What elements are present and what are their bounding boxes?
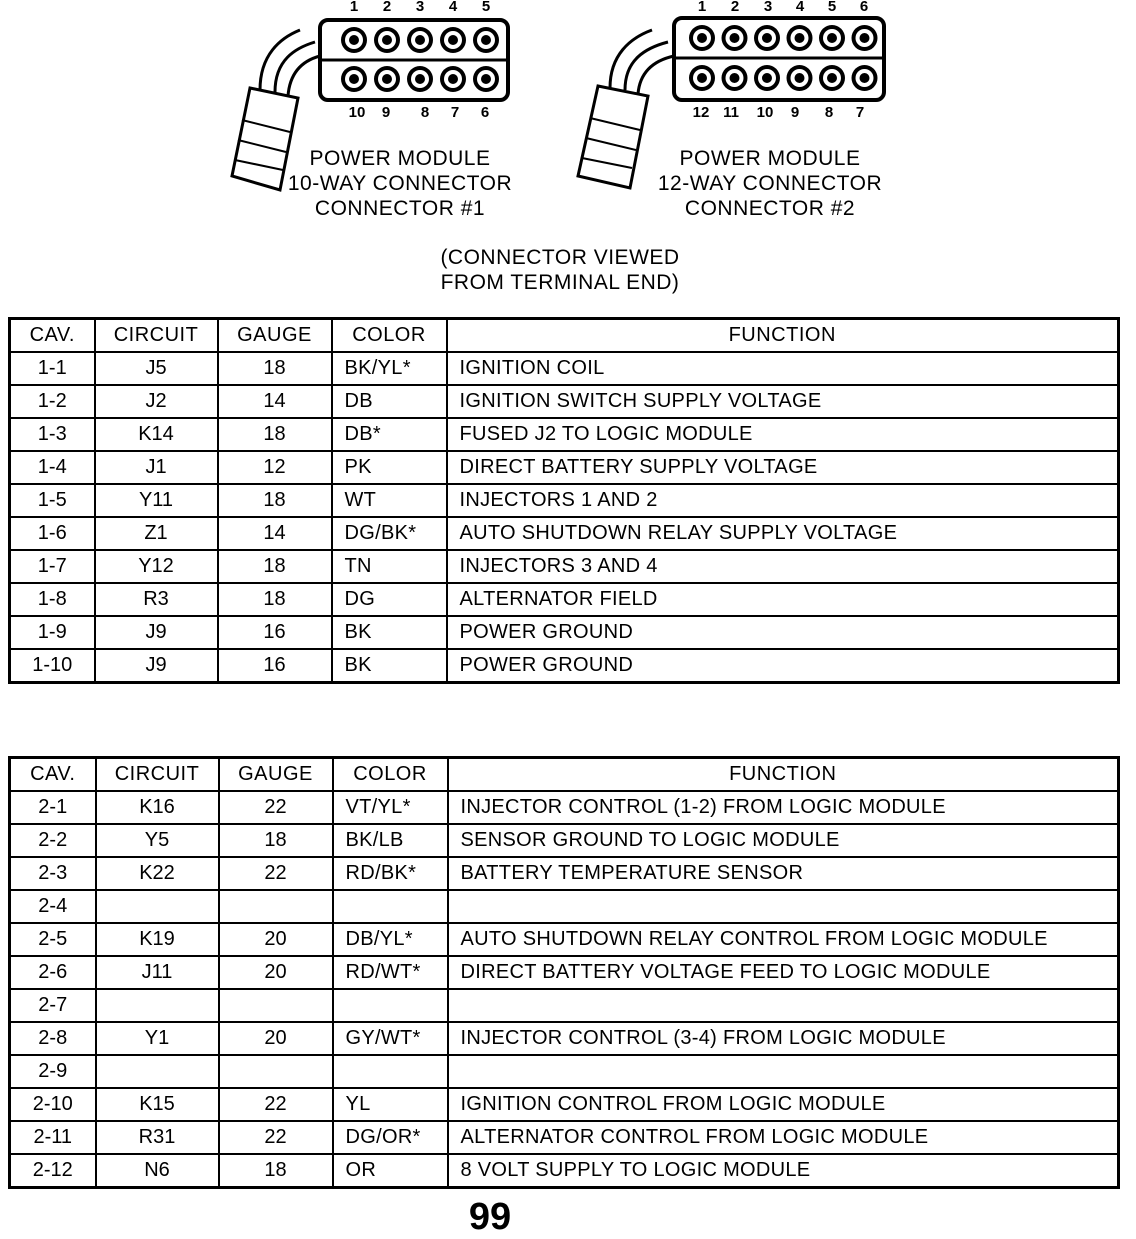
cell-circuit: J5: [95, 352, 218, 385]
cell-gauge: 18: [218, 484, 332, 517]
connector-1-pinout-table: [8, 317, 1120, 684]
pin-cavity: [827, 73, 837, 83]
cell-cav: 1-1: [10, 352, 95, 385]
cell-function: IGNITION SWITCH SUPPLY VOLTAGE: [447, 385, 1119, 418]
pin-number: 2: [382, 0, 392, 15]
cell-color: RD/BK*: [333, 857, 448, 890]
cell-circuit: J1: [95, 451, 218, 484]
cell-gauge: 18: [218, 550, 332, 583]
cell-gauge: 18: [218, 418, 332, 451]
cell-cav: 1-5: [10, 484, 95, 517]
cell-function: INJECTORS 1 AND 2: [447, 484, 1119, 517]
cell-circuit: Y1: [96, 1022, 219, 1055]
cell-cav: 2-6: [10, 956, 96, 989]
cell-function: [448, 1055, 1119, 1088]
cell-function: INJECTORS 3 AND 4: [447, 550, 1119, 583]
connector-2-pinout-table: [8, 756, 1120, 1189]
pin-number: 6: [480, 104, 490, 121]
cell-color: RD/WT*: [333, 956, 448, 989]
table-row: [10, 385, 1119, 418]
cell-gauge: [219, 1055, 333, 1088]
pin-cavity: [860, 73, 870, 83]
cell-function: INJECTOR CONTROL (1-2) FROM LOGIC MODULE: [448, 791, 1119, 824]
cell-color: [333, 1055, 448, 1088]
cell-function: DIRECT BATTERY VOLTAGE FEED TO LOGIC MODULE: [448, 956, 1119, 989]
cell-gauge: 22: [219, 1088, 333, 1121]
cell-gauge: 12: [218, 451, 332, 484]
table-row: [10, 1022, 1119, 1055]
pin-cavity: [697, 33, 707, 43]
pin-number: 1: [697, 0, 707, 15]
pin-cavity: [730, 33, 740, 43]
table-row: [10, 923, 1119, 956]
cell-cav: 1-8: [10, 583, 95, 616]
cell-color: OR: [333, 1154, 448, 1188]
pin-number: 2: [730, 0, 740, 15]
table-row: [10, 649, 1119, 683]
cell-gauge: 18: [218, 352, 332, 385]
cell-function: FUSED J2 TO LOGIC MODULE: [447, 418, 1119, 451]
header-gauge: GAUGE: [219, 758, 333, 792]
table-row: [10, 956, 1119, 989]
cell-cav: 1-9: [10, 616, 95, 649]
pin-number: 11: [723, 104, 739, 121]
view-note-line: (CONNECTOR VIEWED: [440, 246, 680, 269]
cell-function: 8 VOLT SUPPLY TO LOGIC MODULE: [448, 1154, 1119, 1188]
cell-cav: 1-2: [10, 385, 95, 418]
table-row: [10, 989, 1119, 1022]
header-color: COLOR: [332, 319, 447, 353]
cell-cav: 2-5: [10, 923, 96, 956]
cell-cav: 2-2: [10, 824, 96, 857]
pin-cavity: [349, 35, 359, 45]
cell-color: WT: [332, 484, 447, 517]
pin-number: 8: [420, 104, 430, 121]
pin-cavity: [481, 74, 491, 84]
table-row: [10, 1154, 1119, 1188]
cell-circuit: [96, 890, 219, 923]
table-row: [10, 824, 1119, 857]
pin-cavity: [382, 74, 392, 84]
cell-function: IGNITION CONTROL FROM LOGIC MODULE: [448, 1088, 1119, 1121]
cell-function: [448, 989, 1119, 1022]
cell-color: BK: [332, 649, 447, 683]
pin-cavity: [730, 73, 740, 83]
pin-number: 10: [756, 104, 774, 121]
cell-gauge: [219, 989, 333, 1022]
pin-cavity: [349, 74, 359, 84]
label-line: CONNECTOR #1: [314, 197, 486, 220]
cell-function: ALTERNATOR CONTROL FROM LOGIC MODULE: [448, 1121, 1119, 1154]
cell-cav: 1-4: [10, 451, 95, 484]
cell-color: BK/LB: [333, 824, 448, 857]
connector-2-label: [640, 146, 900, 221]
cell-color: DG/OR*: [333, 1121, 448, 1154]
pin-cavity: [382, 35, 392, 45]
cell-gauge: 14: [218, 517, 332, 550]
cell-cav: 2-3: [10, 857, 96, 890]
cell-cav: 2-8: [10, 1022, 96, 1055]
table-row: [10, 791, 1119, 824]
cell-gauge: 22: [219, 791, 333, 824]
pin-number: 12: [692, 104, 710, 121]
cell-cav: 1-3: [10, 418, 95, 451]
pin-cavity: [795, 73, 805, 83]
cell-gauge: 18: [219, 824, 333, 857]
cell-circuit: Y5: [96, 824, 219, 857]
header-function: FUNCTION: [447, 319, 1119, 353]
cell-cav: 1-7: [10, 550, 95, 583]
page-number: 99: [468, 1196, 512, 1238]
cell-function: [448, 890, 1119, 923]
cell-function: INJECTOR CONTROL (3-4) FROM LOGIC MODULE: [448, 1022, 1119, 1055]
pin-number: 1: [349, 0, 359, 15]
table-row: [10, 1121, 1119, 1154]
table-row: [10, 418, 1119, 451]
table-row: [10, 583, 1119, 616]
label-line: 12-WAY CONNECTOR: [657, 172, 883, 195]
cell-circuit: K14: [95, 418, 218, 451]
cell-circuit: J9: [95, 616, 218, 649]
cell-cav: 2-12: [10, 1154, 96, 1188]
table-header-row: [10, 319, 1119, 353]
cell-gauge: 16: [218, 616, 332, 649]
pin-number: 7: [450, 104, 460, 121]
cell-color: BK: [332, 616, 447, 649]
pin-cavity: [415, 74, 425, 84]
table-row: [10, 616, 1119, 649]
header-circuit: CIRCUIT: [96, 758, 219, 792]
header-cav: CAV.: [10, 319, 95, 353]
pin-number: 4: [448, 0, 458, 15]
cell-circuit: K19: [96, 923, 219, 956]
cell-color: PK: [332, 451, 447, 484]
connector-1-label: [280, 146, 520, 221]
cell-circuit: J2: [95, 385, 218, 418]
header-gauge: GAUGE: [218, 319, 332, 353]
cell-color: BK/YL*: [332, 352, 447, 385]
pin-number: 9: [790, 104, 800, 121]
cell-function: POWER GROUND: [447, 649, 1119, 683]
cell-cav: 2-10: [10, 1088, 96, 1121]
label-line: POWER MODULE: [309, 147, 491, 170]
cell-color: YL: [333, 1088, 448, 1121]
cell-cav: 1-10: [10, 649, 95, 683]
cell-function: POWER GROUND: [447, 616, 1119, 649]
pin-number: 3: [415, 0, 425, 15]
label-line: 10-WAY CONNECTOR: [287, 172, 513, 195]
cell-gauge: 22: [219, 1121, 333, 1154]
cell-color: DB: [332, 385, 447, 418]
pin-number: 5: [481, 0, 491, 15]
pin-number: 10: [348, 104, 366, 121]
cell-gauge: 18: [218, 583, 332, 616]
pin-cavity: [762, 33, 772, 43]
cell-color: [333, 890, 448, 923]
cell-circuit: K16: [96, 791, 219, 824]
cell-circuit: [96, 989, 219, 1022]
connector-2-diagram: [570, 0, 910, 230]
pin-number: 3: [763, 0, 773, 15]
cell-function: ALTERNATOR FIELD: [447, 583, 1119, 616]
cell-color: DG/BK*: [332, 517, 447, 550]
table-row: [10, 451, 1119, 484]
cell-gauge: 22: [219, 857, 333, 890]
cell-gauge: 20: [219, 1022, 333, 1055]
cell-function: IGNITION COIL: [447, 352, 1119, 385]
pin-cavity: [860, 33, 870, 43]
cell-circuit: J9: [95, 649, 218, 683]
connector-1-diagram: [220, 0, 540, 230]
pin-cavity: [481, 35, 491, 45]
cell-color: TN: [332, 550, 447, 583]
view-note: [380, 245, 740, 295]
table-row: [10, 517, 1119, 550]
cell-cav: 2-11: [10, 1121, 96, 1154]
table-row: [10, 352, 1119, 385]
view-note-line: FROM TERMINAL END): [440, 271, 680, 294]
label-line: CONNECTOR #2: [684, 197, 856, 220]
cell-circuit: K22: [96, 857, 219, 890]
cell-color: GY/WT*: [333, 1022, 448, 1055]
cell-cav: 1-6: [10, 517, 95, 550]
cell-gauge: 16: [218, 649, 332, 683]
cell-color: VT/YL*: [333, 791, 448, 824]
cell-color: DG: [332, 583, 447, 616]
pin-cavity: [415, 35, 425, 45]
cell-color: DB*: [332, 418, 447, 451]
pin-number: 6: [859, 0, 869, 15]
cell-circuit: R3: [95, 583, 218, 616]
cell-gauge: 20: [219, 923, 333, 956]
cell-gauge: [219, 890, 333, 923]
pin-cavity: [448, 74, 458, 84]
cell-color: DB/YL*: [333, 923, 448, 956]
header-color: COLOR: [333, 758, 448, 792]
cell-gauge: 20: [219, 956, 333, 989]
cell-circuit: N6: [96, 1154, 219, 1188]
pin-number: 7: [855, 104, 865, 121]
cell-function: SENSOR GROUND TO LOGIC MODULE: [448, 824, 1119, 857]
table-row: [10, 550, 1119, 583]
label-line: POWER MODULE: [679, 147, 861, 170]
cell-circuit: K15: [96, 1088, 219, 1121]
pin-number: 8: [824, 104, 834, 121]
cell-gauge: 18: [219, 1154, 333, 1188]
cell-function: AUTO SHUTDOWN RELAY CONTROL FROM LOGIC MODULE: [448, 923, 1119, 956]
cell-circuit: R31: [96, 1121, 219, 1154]
cell-color: [333, 989, 448, 1022]
pin-cavity: [827, 33, 837, 43]
header-function: FUNCTION: [448, 758, 1119, 792]
table-row: [10, 1055, 1119, 1088]
cell-cav: 2-7: [10, 989, 96, 1022]
header-circuit: CIRCUIT: [95, 319, 218, 353]
pin-cavity: [448, 35, 458, 45]
table-row: [10, 857, 1119, 890]
pin-number: 5: [827, 0, 837, 15]
cell-cav: 2-1: [10, 791, 96, 824]
cell-circuit: Y11: [95, 484, 218, 517]
cell-function: AUTO SHUTDOWN RELAY SUPPLY VOLTAGE: [447, 517, 1119, 550]
cell-cav: 2-4: [10, 890, 96, 923]
cell-function: DIRECT BATTERY SUPPLY VOLTAGE: [447, 451, 1119, 484]
cell-circuit: J11: [96, 956, 219, 989]
cell-circuit: Y12: [95, 550, 218, 583]
pin-number: 4: [795, 0, 805, 15]
cell-cav: 2-9: [10, 1055, 96, 1088]
table-row: [10, 890, 1119, 923]
pin-number: 9: [381, 104, 391, 121]
header-cav: CAV.: [10, 758, 96, 792]
pin-cavity: [795, 33, 805, 43]
cell-function: BATTERY TEMPERATURE SENSOR: [448, 857, 1119, 890]
pin-cavity: [762, 73, 772, 83]
cell-circuit: [96, 1055, 219, 1088]
table-row: [10, 1088, 1119, 1121]
cell-gauge: 14: [218, 385, 332, 418]
table-row: [10, 484, 1119, 517]
table-header-row: [10, 758, 1119, 792]
cell-circuit: Z1: [95, 517, 218, 550]
pin-cavity: [697, 73, 707, 83]
